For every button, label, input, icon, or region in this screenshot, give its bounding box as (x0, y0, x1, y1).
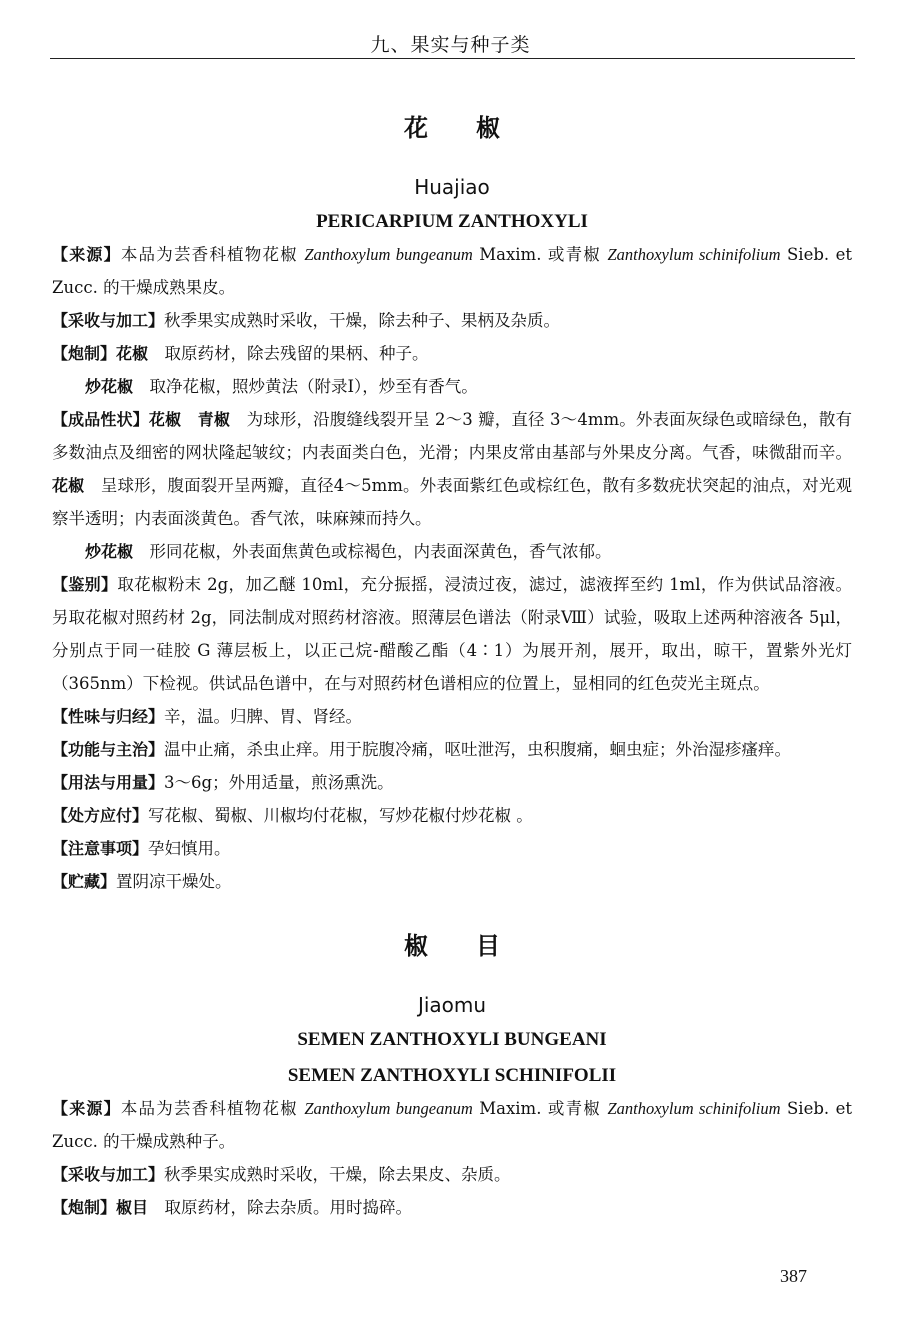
monograph-title: 椒目 (404, 931, 548, 960)
monograph-latin-name: SEMEN ZANTHOXYLI SCHINIFOLII (287, 1065, 617, 1086)
species-name: Zanthoxylum schinifolium (607, 1099, 781, 1118)
section-label: 【来源】 (52, 1099, 121, 1118)
running-head: 九、果实与种子类 (370, 34, 531, 56)
section-label: 【用法与用量】 (52, 773, 165, 792)
section-source: 【来源】本品为芸香科植物花椒 Zanthoxylum bungeanum Maxim. 或青椒 Zanthoxylum schinifolium Sieb. et Zucc. 的干燥成熟种子。 (52, 1099, 852, 1151)
monograph-pinyin: Jiaomu (417, 993, 487, 1017)
subheading: 花椒 (52, 476, 85, 495)
section-identification: 【鉴别】取花椒粉末 2g，加乙醚 10ml，充分振摇，浸渍过夜，滤过，滤液挥至约 1ml，作为供试品溶液。另取花椒对照药材 2g，同法制成对照药材溶液。照薄层色谱法（附录Ⅷ）试验，吸取上述两种溶液各 5μl，分别点于同一硅胶 G 薄层板上，以正己烷-醋酸乙酯（4∶1）为展开剂，展开，取出，晾干，置紫外光灯（365nm）下检视。供试品色谱中，在与对照药材色谱相应的位置上，显相同的红色荧光主斑点。 (52, 575, 852, 693)
section-label: 【贮藏】 (52, 872, 117, 891)
subheading: 花椒 (116, 344, 149, 363)
page-number: 387 (780, 1266, 807, 1286)
section-source: 【来源】本品为芸香科植物花椒 Zanthoxylum bungeanum Maxim. 或青椒 Zanthoxylum schinifolium Sieb. et Zucc. 的干燥成熟果皮。 (52, 245, 852, 297)
section-processing: 【炮制】花椒 取原药材，除去残留的果柄、种子。 (52, 344, 429, 363)
subheading: 炒花椒 (85, 542, 134, 561)
subheading: 炒花椒 (85, 377, 134, 396)
monograph-latin-name: SEMEN ZANTHOXYLI BUNGEANI (297, 1029, 607, 1050)
species-name: Zanthoxylum schinifolium (607, 245, 781, 264)
section-label: 【炮制】 (52, 344, 117, 363)
section-storage: 【贮藏】置阴凉干燥处。 (52, 872, 232, 891)
section-harvest: 【采收与加工】秋季果实成熟时采收，干燥，除去果皮、杂质。 (52, 1165, 511, 1184)
section-label: 【采收与加工】 (52, 311, 165, 330)
section-nature: 【性味与归经】辛，温。归脾、胃、肾经。 (52, 707, 363, 726)
section-label: 【处方应付】 (52, 806, 149, 825)
section-description: 【成品性状】花椒 青椒 为球形，沿腹缝线裂开呈 2～3 瓣，直径 3～4mm。外表面灰绿色或暗绿色，散有多数油点及细密的网状隆起皱纹；内表面类白色，光滑；内果皮常由基部与外果皮分离。气香，味微甜而辛。花椒 呈球形，腹面裂开呈两瓣，直径4～5mm。外表面紫红色或棕红色，散有多数疣状突起的油点，对光观察半透明；内表面淡黄色。香气浓，味麻辣而持久。 (52, 410, 852, 528)
section-label: 【性味与归经】 (52, 707, 165, 726)
section-description-fried: 炒花椒 形同花椒，外表面焦黄色或棕褐色，内表面深黄色，香气浓郁。 (85, 542, 612, 561)
section-label: 【功能与主治】 (52, 740, 165, 759)
monograph-latin-name: PERICARPIUM ZANTHOXYLI (316, 211, 588, 232)
section-processing: 【炮制】椒目 取原药材，除去杂质。用时捣碎。 (52, 1198, 413, 1217)
section-prescription: 【处方应付】写花椒、蜀椒、川椒均付花椒，写炒花椒付炒花椒 。 (52, 806, 533, 825)
section-usage: 【用法与用量】3～6g；外用适量，煎汤熏洗。 (52, 773, 394, 792)
section-label: 【来源】 (52, 245, 121, 264)
section-processing-fried: 炒花椒 取净花椒，照炒黄法（附录Ⅰ），炒至有香气。 (85, 377, 478, 396)
subheading: 椒目 (116, 1198, 149, 1217)
section-harvest: 【采收与加工】秋季果实成熟时采收，干燥，除去种子、果柄及杂质。 (52, 311, 561, 330)
section-label: 【鉴别】 (52, 575, 118, 594)
section-label: 【成品性状】 (52, 410, 149, 429)
section-label: 【注意事项】 (52, 839, 149, 858)
species-name: Zanthoxylum bungeanum (304, 245, 473, 264)
header-rule (50, 58, 855, 59)
section-function: 【功能与主治】温中止痛，杀虫止痒。用于脘腹冷痛，呕吐泄泻，虫积腹痛，蛔虫症；外治湿疹瘙痒。 (52, 740, 792, 759)
section-label: 【采收与加工】 (52, 1165, 165, 1184)
subheading: 青椒 (197, 410, 231, 429)
page-content (52, 108, 852, 1224)
section-caution: 【注意事项】孕妇慎用。 (52, 839, 231, 858)
section-label: 【炮制】 (52, 1198, 117, 1217)
species-name: Zanthoxylum bungeanum (304, 1099, 473, 1118)
monograph-title: 花椒 (404, 113, 548, 142)
subheading: 花椒 (148, 410, 182, 429)
monograph-pinyin: Huajiao (414, 175, 490, 199)
